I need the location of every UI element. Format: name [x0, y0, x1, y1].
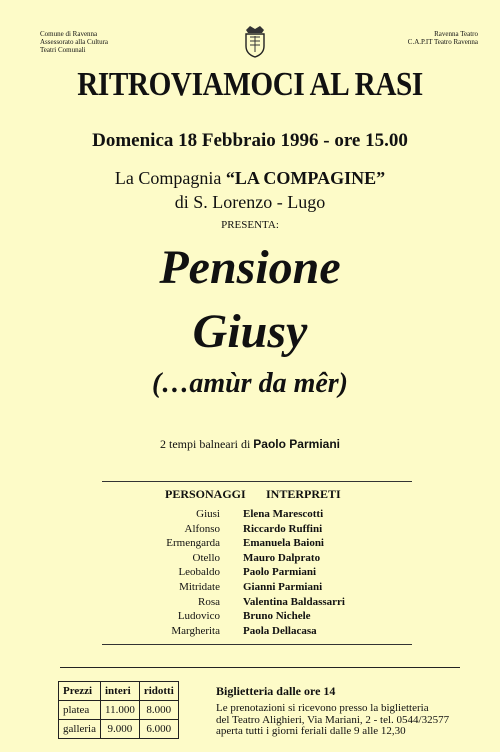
cast-actor: Gianni Parmiani: [243, 580, 323, 593]
box-office-text: [216, 703, 486, 738]
author-prefix: 2 tempi balneari di: [159, 437, 254, 451]
price-row: [59, 720, 179, 739]
company-name: “LA COMPAGINE”: [225, 168, 386, 188]
company-location: di S. Lorenzo - Lugo: [174, 192, 326, 212]
divider: [60, 667, 460, 668]
cast-row: [130, 580, 430, 595]
cast-row: [130, 565, 430, 580]
cast-row: [130, 624, 430, 639]
box-office-line: Le prenotazioni si ricevono presso la biglietteria: [216, 702, 429, 714]
author-line: [0, 437, 500, 452]
divider: [102, 481, 412, 482]
cast-actor: Paola Dellacasa: [243, 624, 317, 637]
cast-row: [130, 536, 430, 551]
cast-role: Ermengarda: [166, 537, 220, 550]
cast-row: [130, 522, 430, 537]
cast-header-actors: INTERPRETI: [266, 487, 341, 501]
cast-header-roles: PERSONAGGI: [165, 487, 246, 501]
cast-actor: Mauro Dalprato: [243, 551, 321, 564]
cast-role: Giusi: [196, 508, 220, 520]
cast-role: Leobaldo: [178, 566, 220, 579]
presents-label: PRESENTA:: [221, 219, 279, 231]
price-seat: galleria: [59, 720, 101, 739]
header-right: [408, 30, 478, 46]
cast-role: Rosa: [198, 595, 220, 608]
show-title-line2: Giusy: [192, 305, 308, 358]
cast-actor: Elena Marescotti: [243, 508, 324, 520]
cast-role: Alfonso: [184, 522, 220, 535]
price-reduced: 8.000: [139, 701, 178, 720]
box-office-line: del Teatro Alighieri, Via Mariani, 2 - tel. 0544/32577: [216, 713, 450, 726]
price-header: interi: [100, 682, 139, 701]
cast-list: [130, 507, 430, 638]
show-title-line1: Pensione: [159, 241, 341, 294]
box-office-line: aperta tutti i giorni feriali dalle 9 alle 12,30: [216, 725, 406, 737]
company-line: [0, 168, 500, 189]
cast-row: [130, 595, 430, 610]
show-subtitle: (…amùr da mêr): [152, 368, 348, 399]
header-left-line: Comune di Ravenna: [40, 30, 98, 38]
cast-row: [130, 609, 430, 624]
coat-of-arms-icon: [242, 24, 268, 58]
event-title: RITROVIAMOCI AL RASI: [77, 66, 423, 103]
header-left: [40, 30, 108, 54]
cast-actor: Riccardo Ruffini: [243, 522, 323, 535]
price-header: Prezzi: [59, 682, 101, 701]
price-reduced: 6.000: [139, 720, 178, 739]
divider: [102, 644, 412, 645]
price-header-row: [59, 682, 179, 701]
cast-role: Otello: [192, 551, 220, 564]
price-full: 9.000: [100, 720, 139, 739]
cast-actor: Paolo Parmiani: [243, 566, 317, 579]
cast-row: [130, 507, 430, 522]
cast-role: Mitridate: [179, 580, 220, 593]
header-right-line: Ravenna Teatro: [434, 30, 478, 38]
header-left-line: Assessorato alla Cultura: [40, 38, 109, 46]
cast-role: Margherita: [171, 624, 220, 637]
price-full: 11.000: [100, 701, 139, 720]
header-right-line: C.A.P.IT Teatro Ravenna: [407, 38, 478, 46]
cast-row: [130, 551, 430, 566]
cast-actor: Emanuela Baioni: [243, 537, 324, 550]
price-header: ridotti: [139, 682, 178, 701]
price-row: [59, 701, 179, 720]
price-table: [58, 681, 179, 739]
price-seat: platea: [59, 701, 101, 720]
box-office-title: Biglietteria dalle ore 14: [216, 684, 336, 698]
cast-actor: Valentina Baldassarri: [243, 595, 345, 608]
event-date: Domenica 18 Febbraio 1996 - ore 15.00: [92, 130, 408, 151]
cast-actor: Bruno Nichele: [243, 610, 311, 623]
author-name: Paolo Parmiani: [253, 437, 340, 451]
cast-role: Ludovico: [177, 610, 220, 623]
header-left-line: Teatri Comunali: [40, 46, 86, 54]
company-prefix: La Compagnia: [114, 168, 226, 188]
